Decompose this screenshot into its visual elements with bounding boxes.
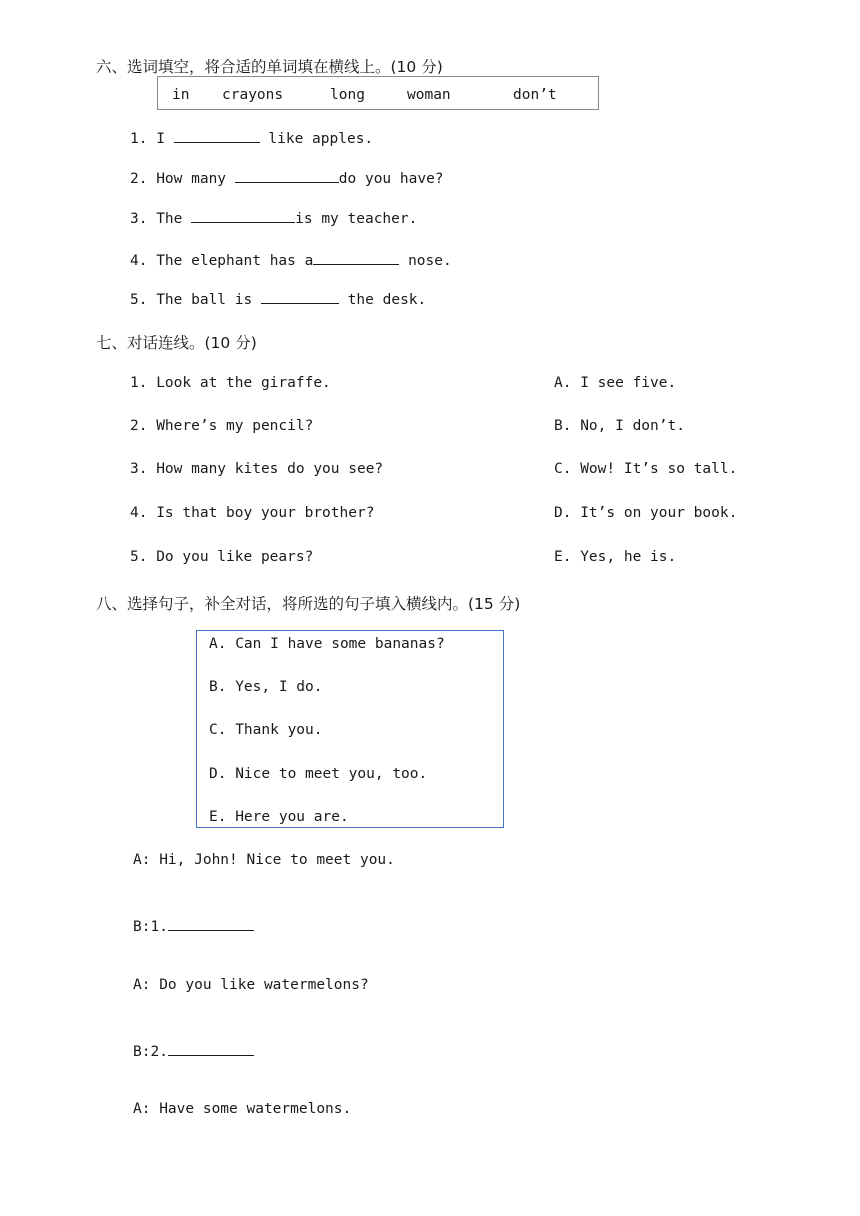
fill-item-4: 4. The elephant has a nose. <box>130 249 452 269</box>
answer-blank[interactable] <box>261 288 339 304</box>
match-left-item[interactable]: 3. How many kites do you see? <box>130 461 384 477</box>
sentence-option: E. Here you are. <box>209 809 349 825</box>
answer-blank[interactable] <box>191 207 295 223</box>
answer-blank[interactable] <box>168 1040 254 1056</box>
word-bank-word: long <box>330 87 365 103</box>
dialogue-line: B:1. <box>133 915 254 935</box>
dialogue-line: A: Hi, John! Nice to meet you. <box>133 852 395 868</box>
match-left-item[interactable]: 1. Look at the giraffe. <box>130 375 331 391</box>
match-left-item[interactable]: 2. Where’s my pencil? <box>130 418 314 434</box>
match-right-item[interactable]: B. No, I don’t. <box>554 418 685 434</box>
match-right-item[interactable]: C. Wow! It’s so tall. <box>554 461 738 477</box>
answer-blank[interactable] <box>168 915 254 931</box>
sentence-option: C. Thank you. <box>209 722 323 738</box>
sentence-option: D. Nice to meet you, too. <box>209 766 428 782</box>
match-right-item[interactable]: E. Yes, he is. <box>554 549 677 565</box>
fill-item-3: 3. The is my teacher. <box>130 207 417 227</box>
answer-blank[interactable] <box>313 249 399 265</box>
fill-item-2: 2. How many do you have? <box>130 167 444 187</box>
match-left-item[interactable]: 5. Do you like pears? <box>130 549 314 565</box>
match-right-item[interactable]: D. It’s on your book. <box>554 505 738 521</box>
dialogue-line: A: Have some watermelons. <box>133 1101 352 1117</box>
word-bank-word: woman <box>407 87 451 103</box>
dialogue-line: A: Do you like watermelons? <box>133 977 369 993</box>
match-right-item[interactable]: A. I see five. <box>554 375 677 391</box>
word-bank-word: crayons <box>222 87 284 103</box>
word-bank-word: don’t <box>513 87 557 103</box>
sentence-option: A. Can I have some bananas? <box>209 636 445 652</box>
section-6-heading: 六、选词填空，将合适的单词填在横线上。(10 分) <box>96 58 443 76</box>
answer-blank[interactable] <box>235 167 339 183</box>
match-left-item[interactable]: 4. Is that boy your brother? <box>130 505 375 521</box>
dialogue-line: B:2. <box>133 1040 254 1060</box>
sentence-options-box <box>196 630 504 828</box>
section-7-heading: 七、对话连线。(10 分) <box>96 334 257 352</box>
word-bank-word: in <box>172 87 190 103</box>
sentence-option: B. Yes, I do. <box>209 679 323 695</box>
section-8-heading: 八、选择句子，补全对话，将所选的句子填入横线内。(15 分) <box>96 595 521 613</box>
fill-item-1: 1. I like apples. <box>130 127 373 147</box>
answer-blank[interactable] <box>174 127 260 143</box>
fill-item-5: 5. The ball is the desk. <box>130 288 426 308</box>
word-bank-box <box>157 76 599 110</box>
